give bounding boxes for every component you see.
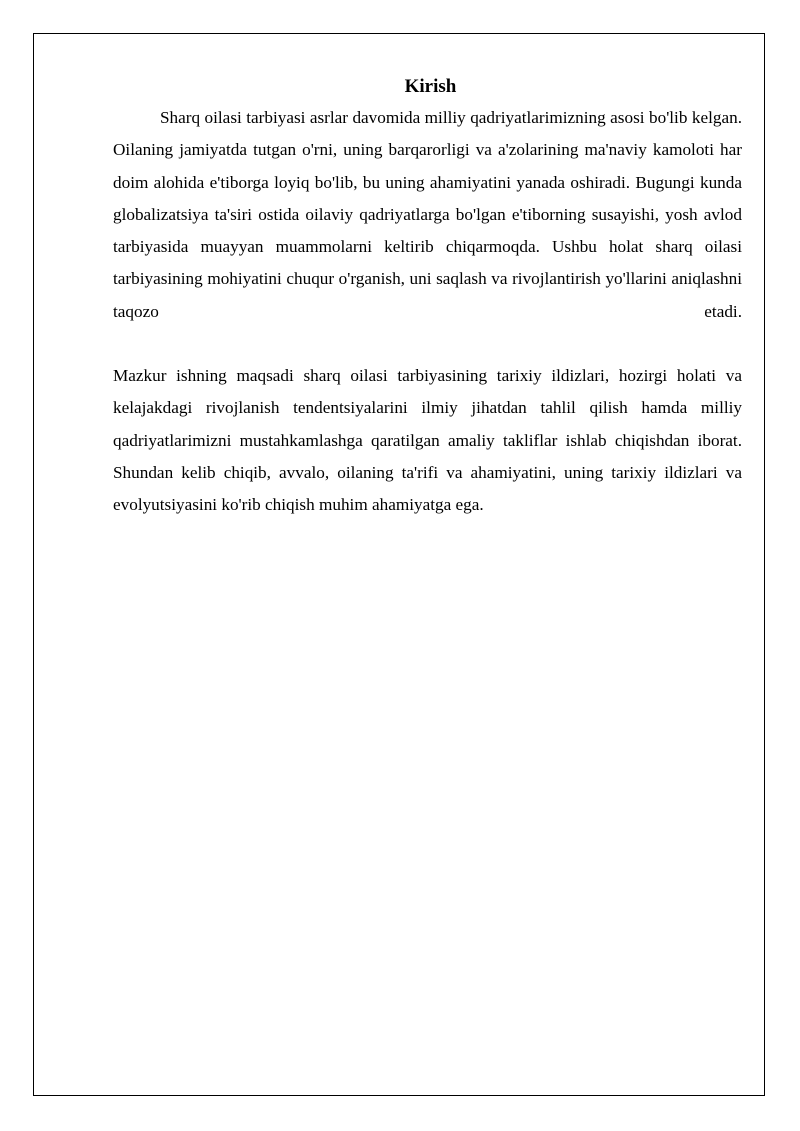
paragraph-purpose: Mazkur ishning maqsadi sharq oilasi tarbiyasining tarixiy ildizlari, hozirgi holati va kelajakdagi rivojlanish tendentsiyalarini ilmiy jihatdan tahlil qilish hamda milliy qadriyatlarimizni mustahkamlashga qaratilgan amaliy takliflar ishlab chiqishdan iborat. Shundan kelib chiqib, avvalo, oilaning ta'rifi va ahamiyatini, uning tarixiy ildizlari va evolyutsiyasini ko'rib chiqish muhim ahamiyatga ega. xyxy=(113,366,742,515)
page-title: Kirish xyxy=(404,76,457,97)
document-body xyxy=(113,72,742,522)
paragraph-intro: Sharq oilasi tarbiyasi asrlar davomida milliy qadriyatlarimizning asosi bo'lib kelgan. Oilaning jamiyatda tutgan o'rni, uning barqarorligi va a'zolarining ma'naviy kamoloti har doim alohida e'tiborga loyiq bo'lib, bu uning ahamiyatini yanada oshiradi. Bugungi kunda globalizatsiya ta'siri ostida oilaviy qadriyatlarga bo'lgan e'tiborning susayishi, yosh avlod tarbiyasida muayyan muammolarni keltirib chiqarmoqda. Ushbu holat sharq oilasi tarbiyasining mohiyatini chuqur o'rganish, uni saqlash va rivojlantirish yo'llarini aniqlashni taqozo etadi. xyxy=(113,108,742,321)
